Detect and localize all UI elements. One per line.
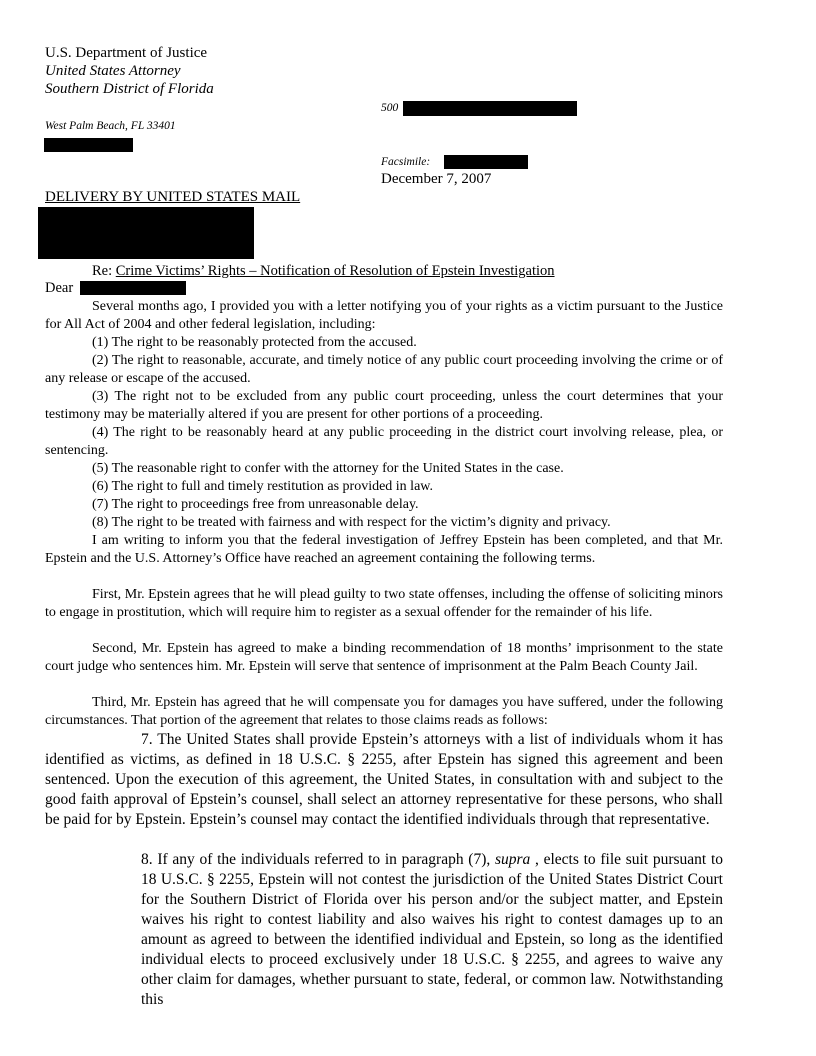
right-6: (6) The right to full and timely restitution as provided in law. <box>92 479 433 494</box>
office-name: United States Attorney <box>45 63 181 79</box>
paragraph-third: Third, Mr. Epstein has agreed that he will compensate you for damages you have suffered, under the following circumstances. That portion of the agreement that relates to those claims reads as follows: <box>45 695 723 728</box>
department-name: U.S. Department of Justice <box>45 45 208 61</box>
redacted-phone <box>44 138 133 152</box>
agreement-paragraph-8: 8. If any of the individuals referred to in paragraph (7), supra , elects to file suit pursuant to 18 U.S.C. § 2255, Epstein will not contest the jurisdiction of the United States District Court for the Southern District of Florida over his person and/or the subject matter, and Epstein waives his right to contest liability and also waives his right to contest damages up to an amount as agreed to between the identified individual and Epstein, so long as the identified individual elects to proceed exclusively under 18 U.S.C. § 2255, and agrees to waive any other claim for damages, whether pursuant to state, federal, or common law. Notwithstanding this <box>141 851 724 1008</box>
fax-label: Facsimile: <box>381 156 431 168</box>
redacted-address <box>403 101 577 116</box>
right-2: (2) The right to reasonable, accurate, and timely notice of any public court proceeding involving the crime or of any release or escape of the accused. <box>45 353 723 386</box>
redacted-fax <box>444 155 528 169</box>
agreement-paragraph-7: 7. The United States shall provide Epstein’s attorneys with a list of individuals whom it has identified as victims, as defined in 18 U.S.C. § 2255, after Epstein has signed this agreement and been sentenced. Upon the execution of this agreement, the United States, in consultation with and subject to the good faith approval of Epstein’s counsel, shall select an attorney representative for these persons, who shall be paid for by Epstein. Epstein’s counsel may contact the identified individuals through that representative. <box>45 731 723 828</box>
re-subject: Crime Victims’ Rights – Notification of Resolution of Epstein Investigation <box>115 263 555 279</box>
city-state-zip: West Palm Beach, FL 33401 <box>45 120 176 132</box>
re-line <box>92 262 555 280</box>
right-1: (1) The right to be reasonably protected from the accused. <box>92 335 417 350</box>
paragraph-investigation: I am writing to inform you that the federal investigation of Jeffrey Epstein has been completed, and that Mr. Epstein and the U.S. Attorney’s Office have reached an agreement containing the following terms. <box>45 533 723 566</box>
re-prefix: Re: <box>92 263 116 279</box>
district-name: Southern District of Florida <box>45 81 214 97</box>
right-5: (5) The reasonable right to confer with the attorney for the United States in the case. <box>92 461 564 476</box>
paragraph-intro: Several months ago, I provided you with a letter notifying you of your rights as a victim pursuant to the Justice for All Act of 2004 and other federal legislation, including: <box>45 299 723 332</box>
right-3: (3) The right not to be excluded from any public court proceeding, unless the court determines that your testimony may be materially altered if you are present for other portions of a proceeding. <box>45 389 723 422</box>
right-8: (8) The right to be treated with fairness and with respect for the victim’s dignity and privacy. <box>92 515 611 530</box>
right-4: (4) The right to be reasonably heard at any public proceeding in the district court involving release, plea, or sentencing. <box>45 425 723 458</box>
salutation: Dear <box>45 280 74 296</box>
right-7: (7) The right to proceedings free from unreasonable delay. <box>92 497 419 512</box>
paragraph-first: First, Mr. Epstein agrees that he will plead guilty to two state offenses, including the offense of soliciting minors to engage in prostitution, which will require him to register as a sexual offender for the remainder of his life. <box>45 587 723 620</box>
address-prefix: 500 <box>381 102 399 114</box>
redacted-recipient-address <box>38 207 254 259</box>
redacted-recipient-name <box>80 281 186 295</box>
letter-date: December 7, 2007 <box>381 171 492 187</box>
delivery-method: DELIVERY BY UNITED STATES MAIL <box>45 189 301 205</box>
paragraph-second: Second, Mr. Epstein has agreed to make a binding recommendation of 18 months’ imprisonment to the state court judge who sentences him. Mr. Epstein will serve that sentence of imprisonment at the Palm Beach County Jail. <box>45 641 723 674</box>
